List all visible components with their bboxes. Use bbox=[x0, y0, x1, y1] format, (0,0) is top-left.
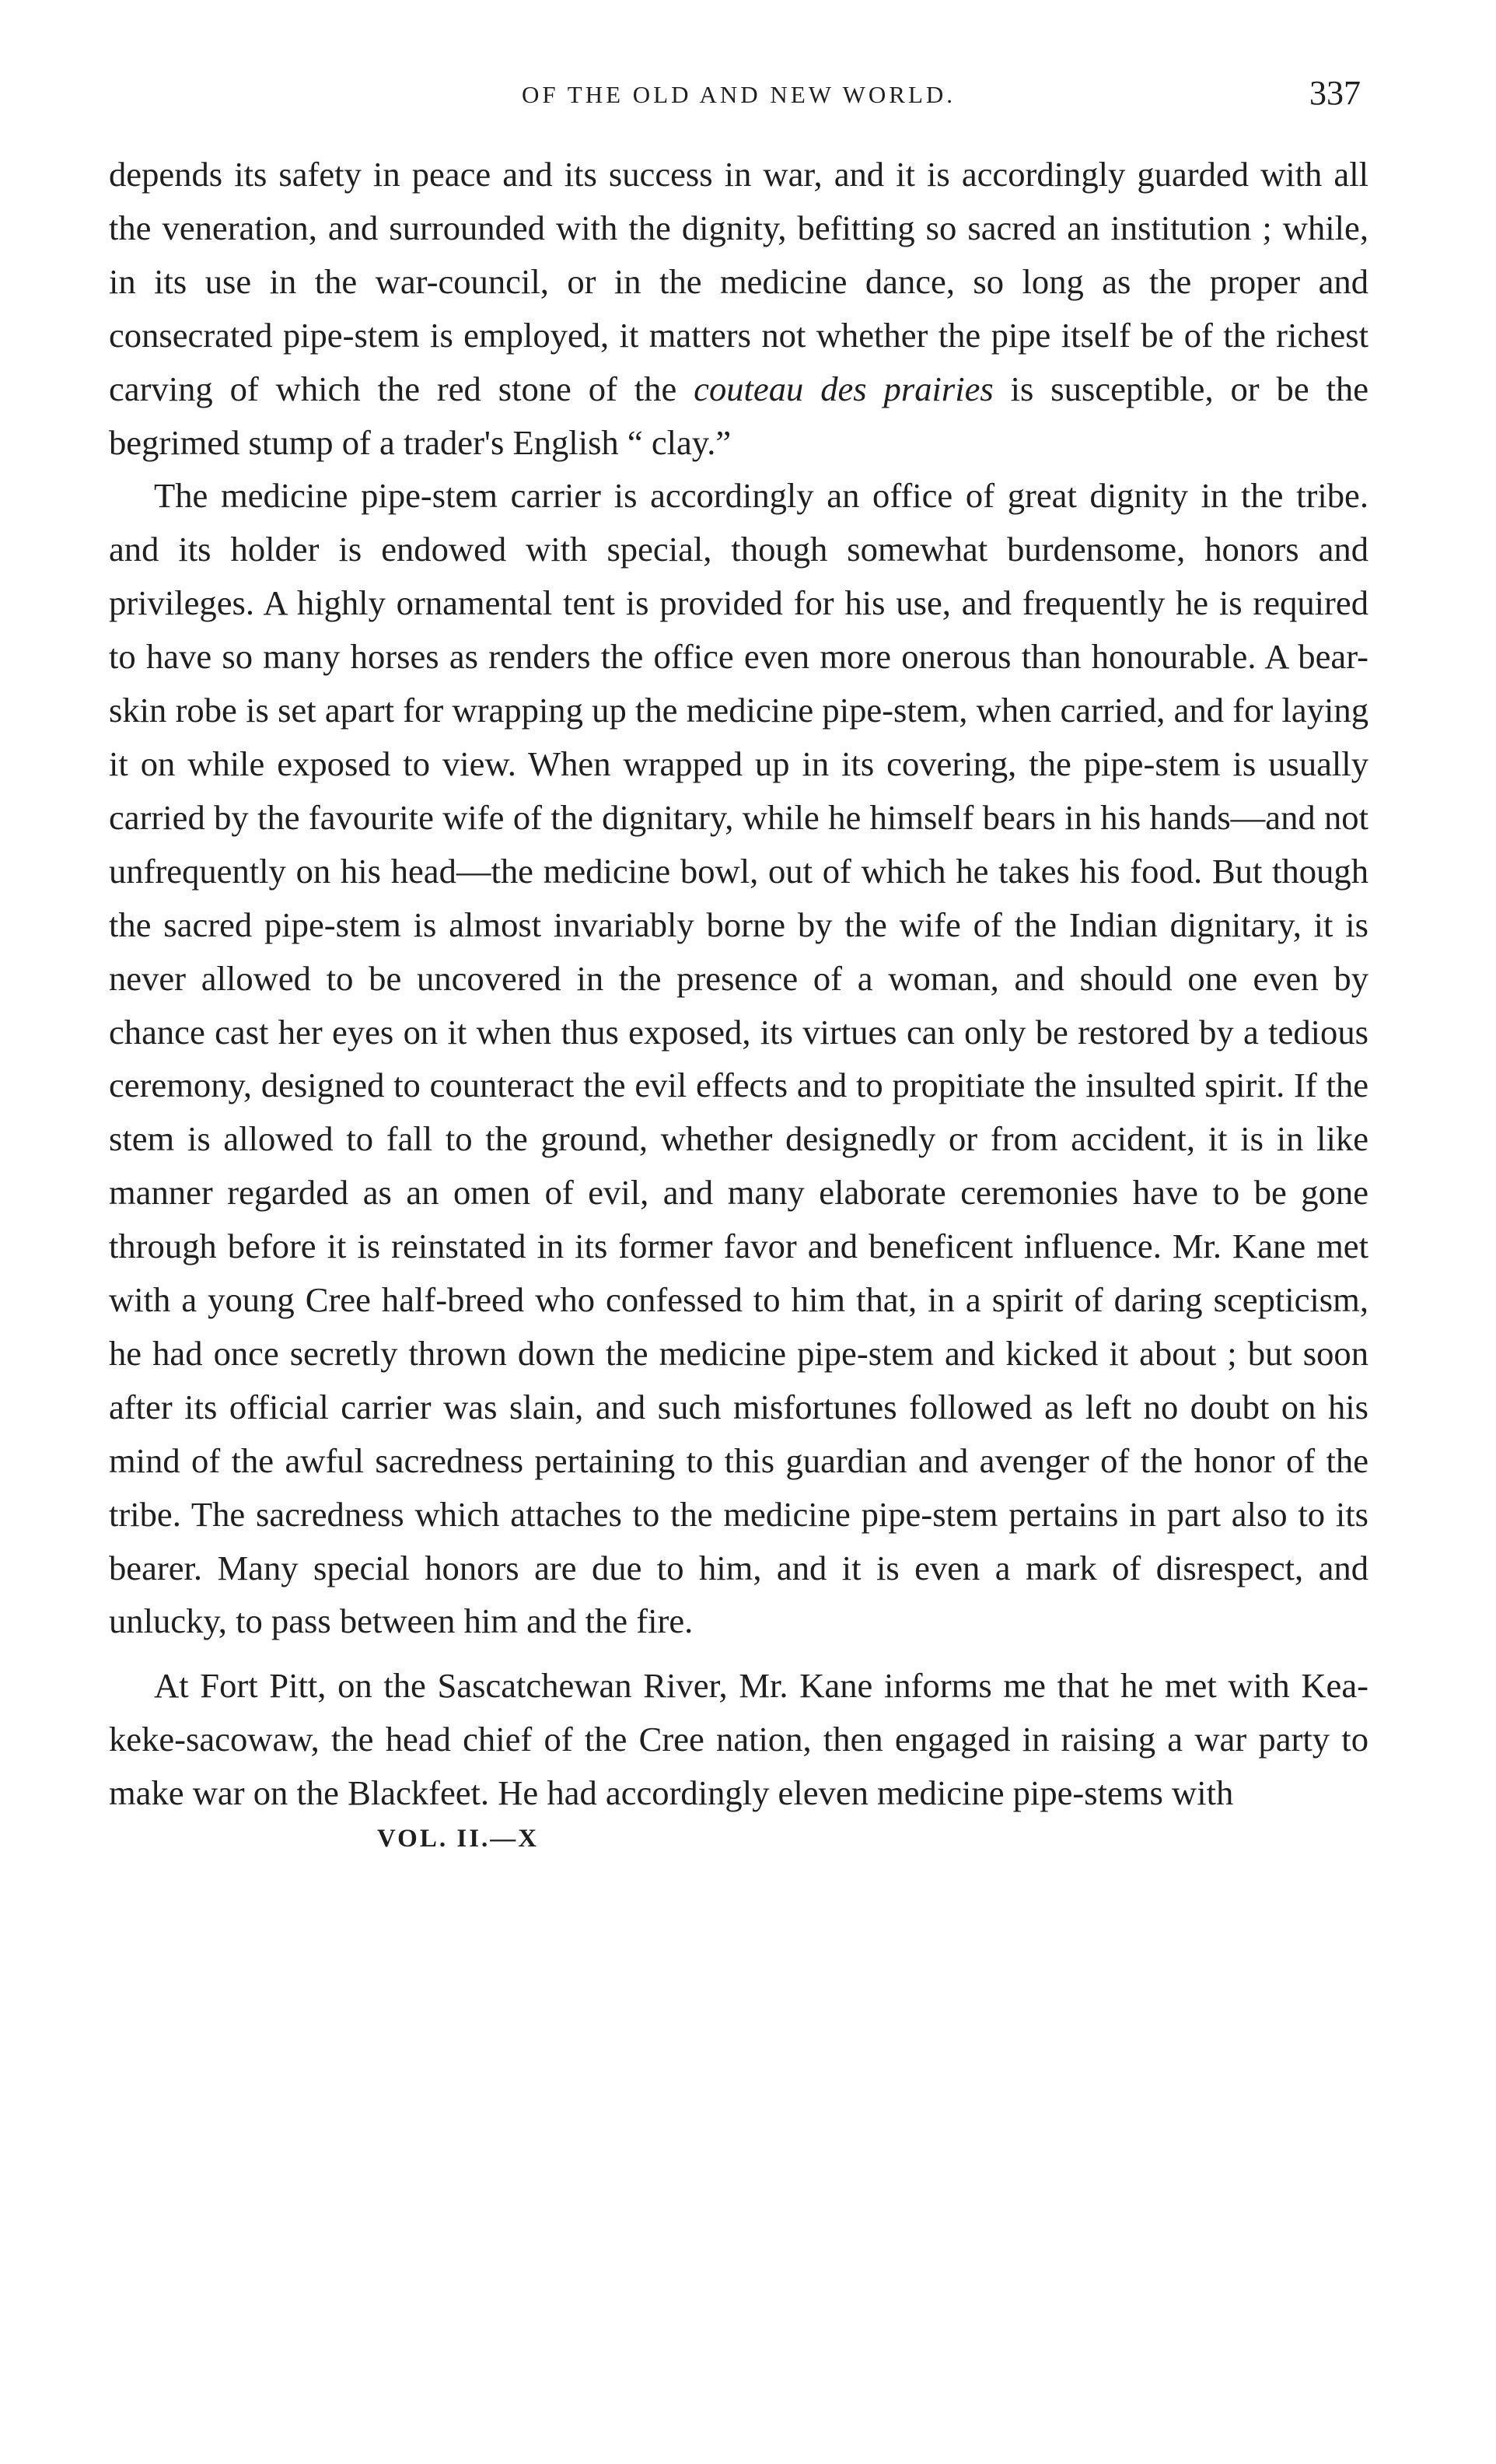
paragraph-fort-pitt bbox=[109, 1659, 1368, 1820]
paragraph-text: At Fort Pitt, on the Sascatchewan River, Mr. Kane informs me that he met with Kea-keke-sacowaw, the head chief of the Cree nation, then engaged in raising a war party to make war on the Blackfeet. He had accordingly eleven medicine pipe-stems with bbox=[109, 1666, 1368, 1813]
signature-mark: VOL. II.—X bbox=[377, 1825, 540, 1853]
running-title: OF THE OLD AND NEW WORLD. bbox=[521, 81, 956, 108]
body-text bbox=[109, 148, 1368, 1820]
paragraph-pipe-stem-carrier bbox=[109, 469, 1368, 1648]
italic-phrase: couteau des prairies bbox=[694, 369, 994, 408]
paragraph-text: The medicine pipe-stem carrier is accordingly an office of great dignity in the tribe. and its holder is endowed with special, though somewhat burdensome, honors and privileges. A highly ornamental tent is provided for his use, and frequently he is required to have so many horses as renders the office even more onerous than honourable. A bear-skin robe is set apart for wrapping up the medicine pipe-stem, when carried, and for laying it on while exposed to view. When wrapped up in its covering, the pipe-stem is usually carried by the favourite wife of the dignitary, while he himself bears in his hands—and not unfrequently on his head—the medicine bowl, out of which he takes his food. But though the sacred pipe-stem is almost invariably borne by the wife of the Indian dignitary, it is never allowed to be uncovered in the presence of a woman, and should one even by chance cast her eyes on it when thus exposed, its virtues can only be restored by a tedious ceremony, designed to counteract the evil effects and to propitiate the insulted spirit. If the stem is allowed to fall to the ground, whether designedly or from accident, it is in like manner regarded as an omen of evil, and many elaborate ceremonies have to be gone through before it is reinstated in its former favor and beneficent influence. Mr. Kane met with a young Cree half-breed who confessed to him that, in a spirit of daring scepticism, he had once secretly thrown down the medicine pipe-stem and kicked it about ; but soon after its official carrier was slain, and such misfortunes followed as left no doubt on his mind of the awful sacredness pertaining to this guardian and avenger of the honor of the tribe. The sacredness which attaches to the medicine pipe-stem pertains in part also to its bearer. Many special honors are due to him, and it is even a mark of disrespect, and unlucky, to pass between him and the fire. bbox=[109, 476, 1368, 1641]
page-number: 337 bbox=[1309, 74, 1361, 112]
running-head bbox=[109, 70, 1368, 124]
paragraph-text: depends its safety in peace and its success in war, and it is accordingly guarded with all the veneration, and surrounded with the dignity, befitting so sacred an institution ; while, in its use in the war-council, or in the medicine dance, so long as the proper and consecrated pipe-stem is employed, it matters not whether the pipe itself be of the richest carving of which the red stone of the bbox=[109, 155, 1368, 408]
paragraph-continued bbox=[109, 148, 1368, 469]
book-page bbox=[109, 70, 1368, 1853]
paragraph-text: is susceptible, or be the begrimed stump of a trader's English “ clay.” bbox=[109, 369, 1368, 462]
